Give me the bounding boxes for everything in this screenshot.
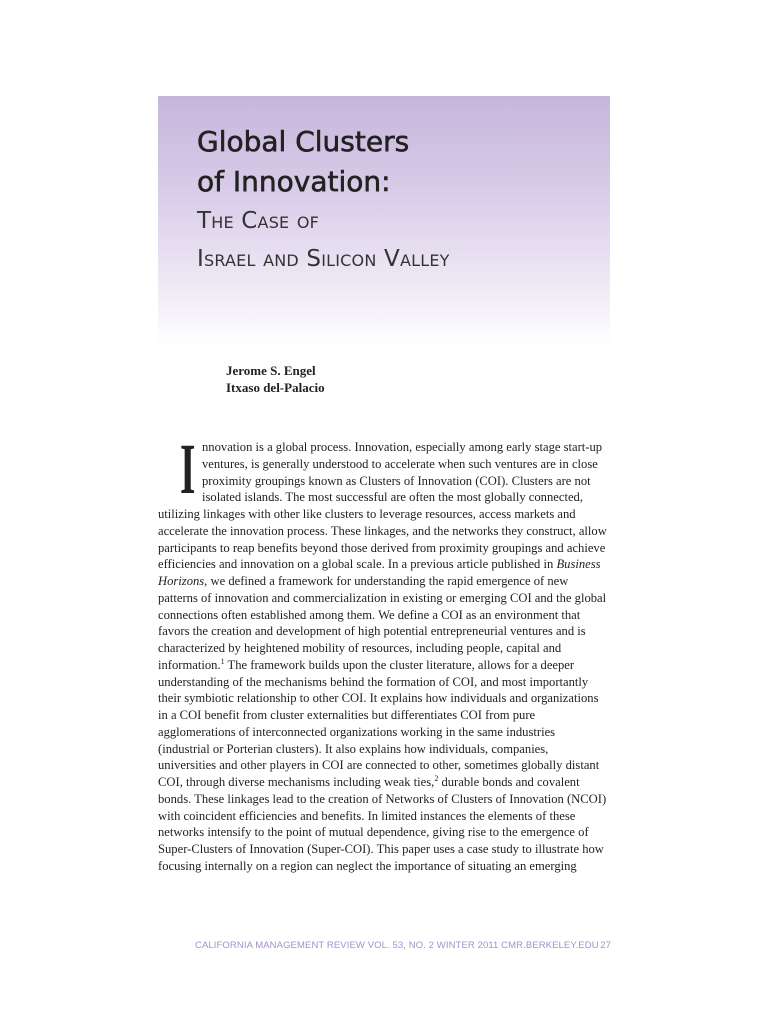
article-title-line-2: of Innovation:: [197, 165, 391, 198]
body-text-segment: The framework builds upon the cluster literature, allows for a deeper understanding of the mechanisms behind the formation of COI, and most importantly their symbiotic relationship to other COI. It explains how individuals and organizations in a COI benefit from cluster externalities but differentiates COI from pure agglomerations of interconnected organizations working in the same industries (industrial or Porterian clusters). It also explains how individuals, companies, universities and other players in COI are connected to other, sometimes globally distant COI, through diverse mechanisms including weak ties,: [158, 657, 600, 789]
article-title: [197, 122, 409, 202]
title-banner: [158, 96, 610, 346]
body-text-segment: nnovation is a global process. Innovation, especially among early stage start-up ventures, is generally understood to accelerate when such ventures are in close proximity groupings known as Clusters of Innovation (COI). Clusters are not isolated islands. The most successful are often the most globally connected, utilizing linkages with other like clusters to leverage resources, access markets and accelerate the innovation process. These linkages, and the networks they construct, allow participants to reap benefits beyond those derived from proximity groupings and achieve efficiencies and innovation on a global scale. In a previous article published in: [158, 440, 607, 572]
article-body: [158, 429, 608, 875]
footnote-ref[interactable]: 1: [220, 656, 225, 666]
author-list: [226, 362, 325, 396]
article-title-line-1: Global Clusters: [197, 125, 410, 158]
article-subtitle: [197, 202, 450, 278]
author-name: Jerome S. Engel: [226, 363, 316, 378]
body-text-segment: we defined a framework for understanding the rapid emergence of new patterns of innovation and commercialization in existing or emerging COI and the global connections often established among them. We define a COI as an environment that favors the creation and development of high potential entrepreneurial ventures and is characterized by heightened mobility of resources, including people, capital and information.: [158, 574, 607, 672]
footnote-ref[interactable]: 2: [434, 773, 439, 783]
journal-reference: Business Horizons,: [158, 557, 601, 588]
drop-cap: I: [180, 429, 196, 509]
page-number: 27: [600, 940, 611, 951]
footer-journal-info: CALIFORNIA MANAGEMENT REVIEW VOL. 53, NO. 2 WINTER 2011 CMR.BERKELEY.EDU: [195, 940, 599, 951]
article-subtitle-line-1: The Case of: [197, 208, 320, 234]
author-name: Itxaso del-Palacio: [226, 380, 325, 395]
article-subtitle-line-2: Israel and Silicon Valley: [197, 246, 450, 272]
body-paragraph: [158, 429, 608, 875]
body-text-segment: durable bonds and covalent bonds. These linkages lead to the creation of Networks of Clusters of Innovation (NCOI) with coincident efficiencies and benefits. In limited instances the elements of these networks intensify to the point of mutual dependence, giving rise to the emergence of Super-Clusters of Innovation (Super-COI). This paper uses a case study to illustrate how focusing internally on a region can neglect the importance of situating an emerging: [158, 775, 607, 873]
